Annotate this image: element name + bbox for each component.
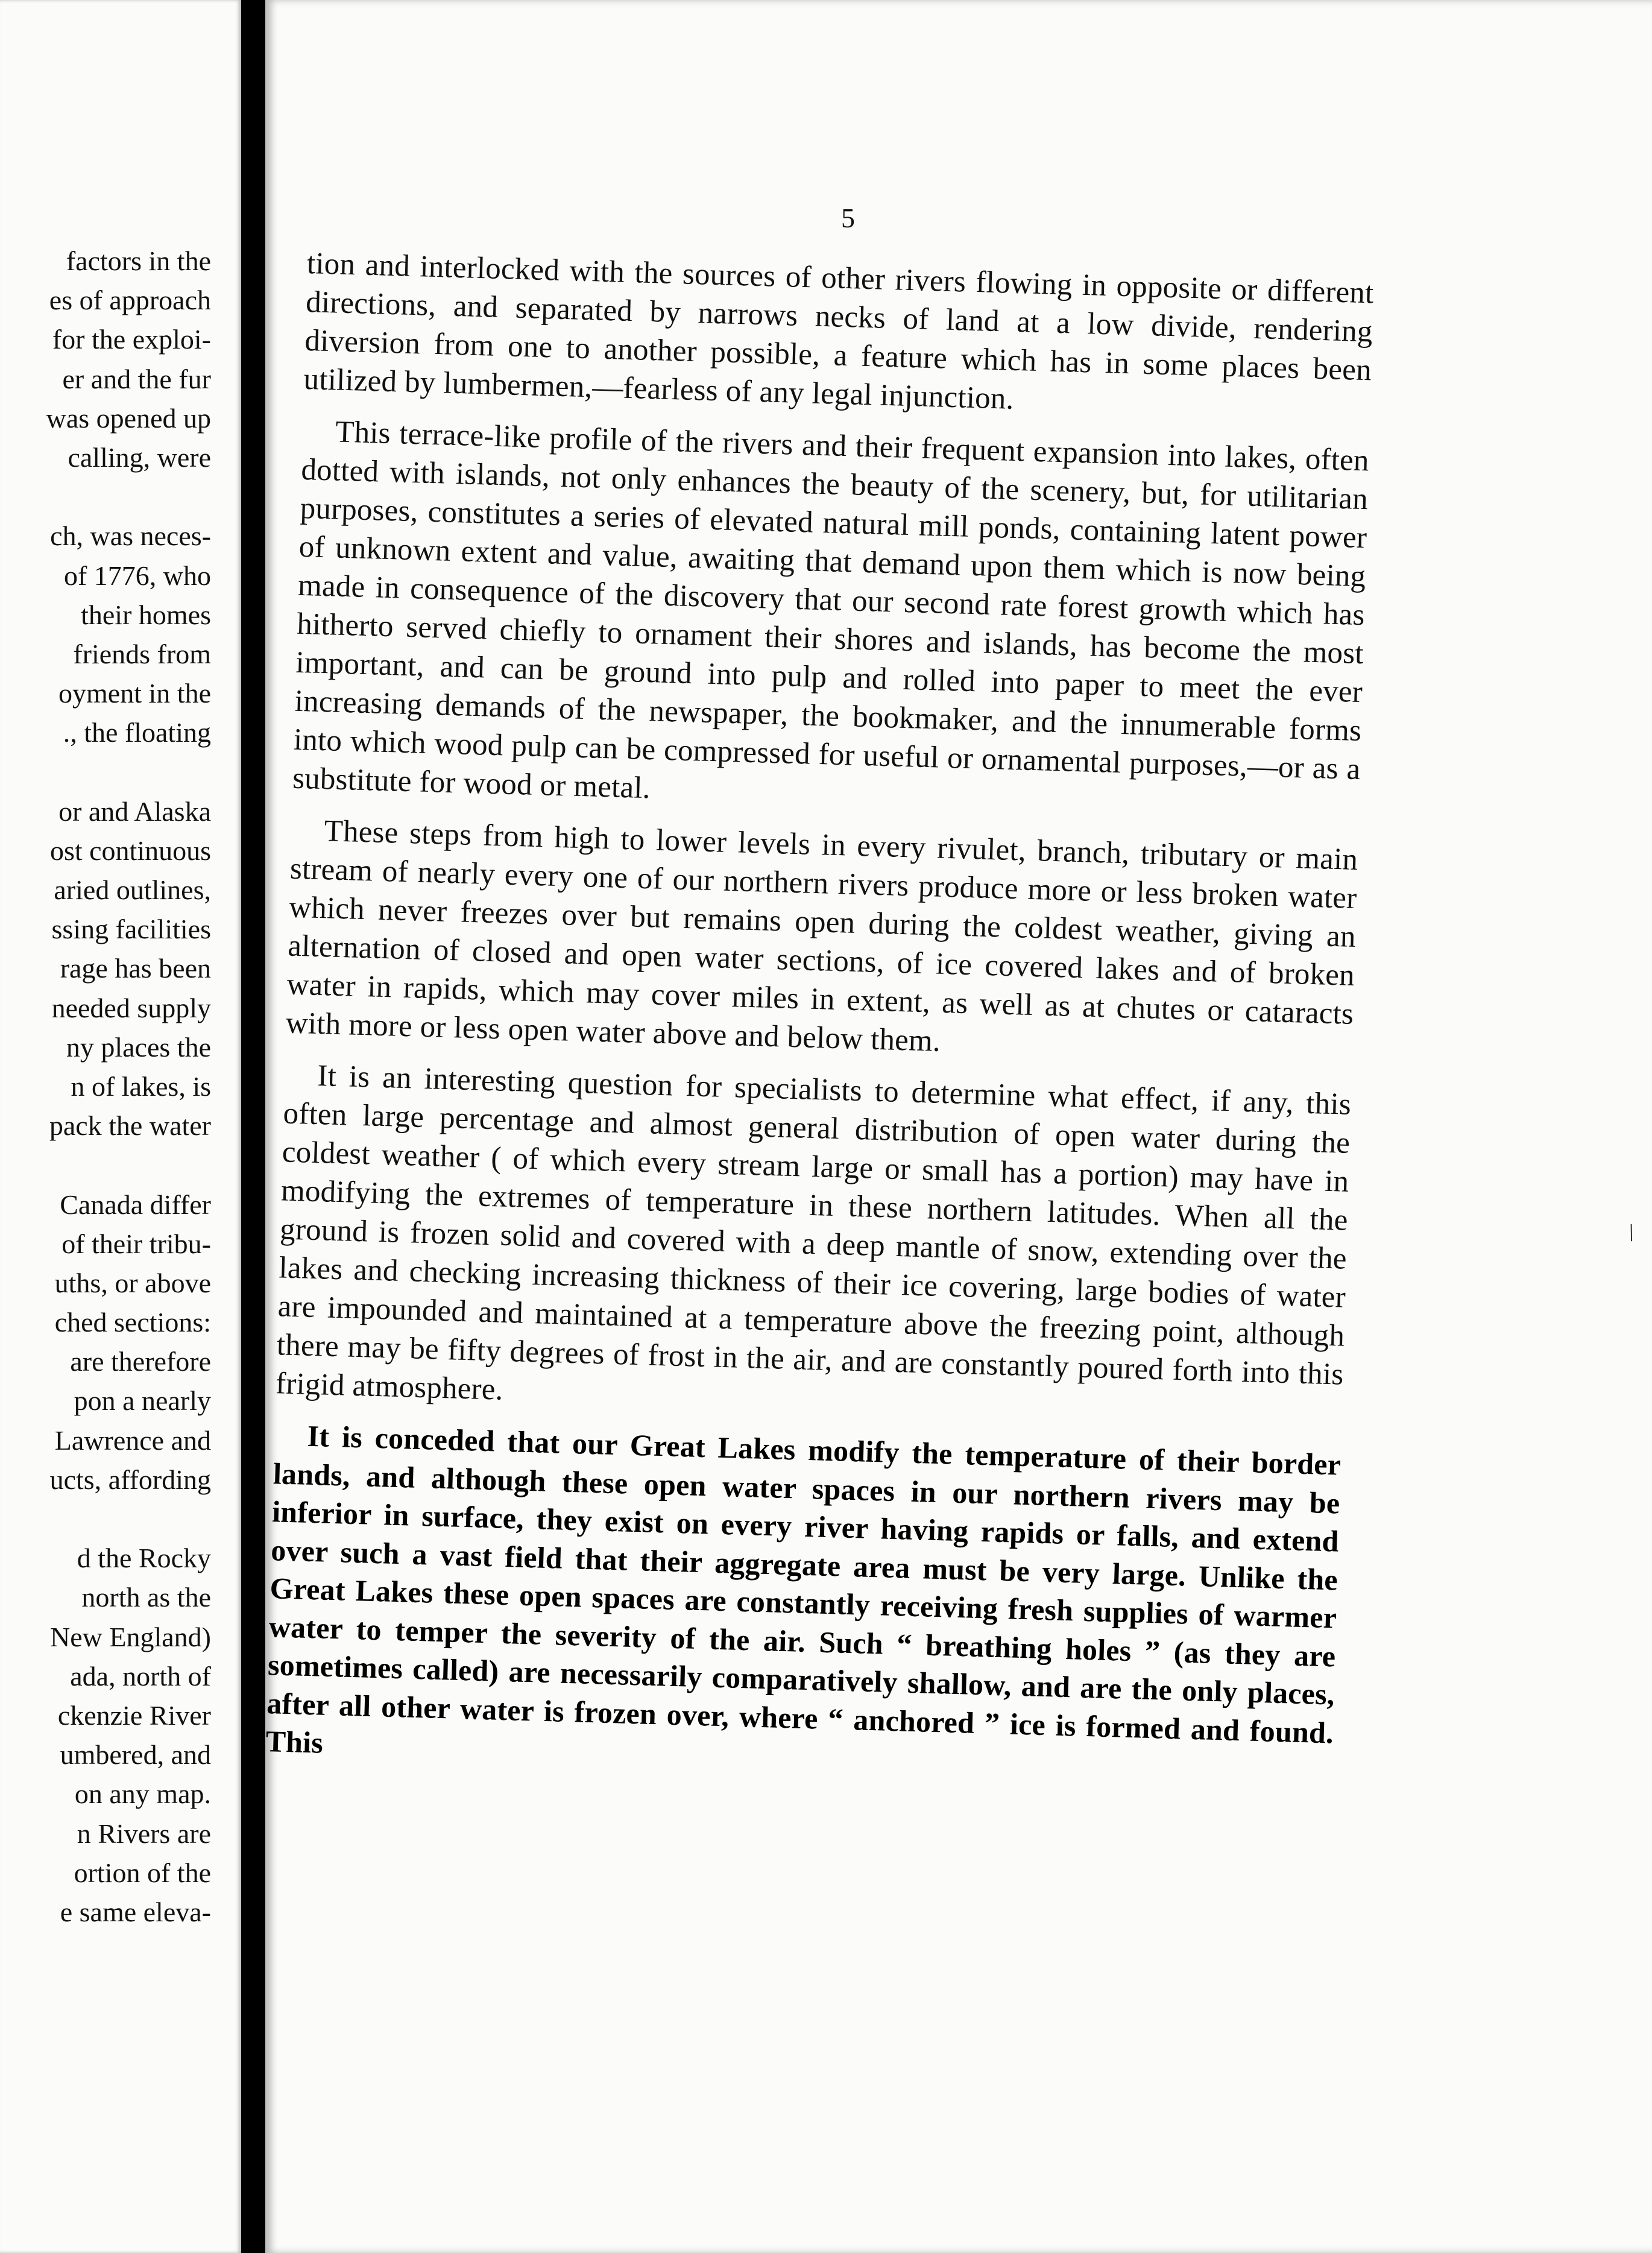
text-line: for the exploi-: [52, 324, 211, 355]
text-line: ost continuous: [49, 835, 211, 866]
paragraph: It is an interesting question for specialists to determine what effect, if any, this often large percentage and almost general distribution of open water during the coldest weather ( of which every stream large or small has a portion) may have in modifying the extremes of temperature in these northern latitudes. When all the ground is frozen solid and covered with a deep mantle of snow, extending over the lakes and checking increasing thickness of their ice covering, large bodies of water are impounded and maintained at a temperature above the freezing point, although there may be fifty degrees of frost in the air, and are constantly poured forth into this frigid atmosphere.: [275, 1059, 1352, 1407]
paragraph: It is conceded that our Great Lakes modify the temperature of their border lands, and although these open water spaces in our northern rivers may be inferior in surface, they exist on every river having rapids or falls, and extend over such a vast field that their aggregate area must be very large. Unlike the Great Lakes these open spaces are constantly receiving fresh supplies of warmer water to temper the severity of the air. Such “ breathing holes ” (as they are sometimes called) are necessarily comparatively shallow, and are the only places, after all other water is frozen over, where “ anchored ” ice is formed and found. This: [265, 1418, 1341, 1760]
paragraph-gap: [46, 477, 211, 516]
text-line: oyment in the: [58, 678, 211, 709]
text-line: ada, north of: [70, 1660, 211, 1692]
text-line: ., the floating: [63, 717, 211, 748]
text-line: or and Alaska: [58, 795, 211, 827]
text-line: umbered, and: [60, 1739, 211, 1771]
text-line: e same eleva-: [60, 1896, 211, 1927]
text-line: needed supply: [51, 992, 211, 1023]
text-line: north as the: [81, 1582, 211, 1613]
body-text: [265, 244, 1374, 1804]
text-line: pon a nearly: [74, 1385, 211, 1417]
text-line: are therefore: [70, 1346, 211, 1377]
page-number: 5: [841, 203, 855, 233]
text-line: ched sections:: [54, 1307, 211, 1338]
left-page: [0, 0, 241, 2253]
text-line: of their tribu-: [61, 1228, 211, 1259]
text-line: New England): [50, 1621, 211, 1652]
text-line: es of approach: [49, 285, 211, 316]
text-line: er and the fur: [62, 363, 211, 394]
text-line: pack the water: [49, 1110, 211, 1142]
text-line: aried outlines,: [54, 874, 211, 905]
text-line: rage has been: [60, 953, 211, 984]
left-page-text-fragments: [46, 241, 211, 1932]
text-line: ckenzie River: [57, 1699, 211, 1731]
margin-mark: /: [1623, 1218, 1639, 1247]
text-line: on any map.: [74, 1778, 211, 1810]
text-line: ssing facilities: [51, 914, 211, 945]
text-line: d the Rocky: [77, 1543, 211, 1574]
text-line: n of lakes, is: [71, 1070, 211, 1102]
text-line: ny places the: [66, 1031, 211, 1063]
text-line: their homes: [81, 599, 211, 630]
text-line: Lawrence and: [54, 1424, 211, 1456]
text-line: Canada differ: [60, 1189, 211, 1220]
text-line: n Rivers are: [77, 1818, 211, 1849]
text-line: calling, were: [68, 441, 211, 473]
text-line: factors in the: [66, 245, 211, 276]
text-line: friends from: [73, 638, 211, 669]
paragraph-gap: [46, 1499, 211, 1538]
paragraph: These steps from high to lower levels in every rivulet, branch, tributary or main stream of nearly every one of our northern rivers produce more or less broken water which never freezes over but remains open during the coldest weather, giving an alternation of closed and open water sections, of ice covered lakes and of broken water in rapids, which may cover miles in extent, as well as at chutes or cataracts with more or less open water above and below them.: [285, 814, 1358, 1058]
text-line: uths, or above: [54, 1267, 211, 1298]
text-line: was opened up: [46, 402, 211, 434]
text-line: ch, was neces-: [50, 520, 211, 552]
paragraph: This terrace-like profile of the rivers and their frequent expansion into lakes, often dotted with islands, not only enhances the beauty of the scenery, but, for utilitarian purposes, constitutes a series of elevated natural mill ponds, containing latent power of unknown extent and value, awaiting that demand upon them which is now being made in consequence of the discovery that our second rate forest growth which has hitherto served chiefly to ornament their shores and islands, has become the most important, and can be ground into pulp and rolled into paper to meet the ever increasing demands of the newspaper, the bookmaker, and the innumerable forms into which wood pulp can be compressed for useful or ornamental purposes,—or as a substitute for wood or metal.: [292, 415, 1370, 806]
paragraph: tion and interlocked with the sources of other rivers flowing in opposite or different directions, and separated by narrows necks of land at a low divide, rendering diversion from one to another possible, a feature which has in some places been utilized by lumbermen,—fearless of any legal injunction.: [303, 246, 1375, 416]
paragraph-gap: [46, 752, 211, 791]
text-line: of 1776, who: [63, 560, 211, 591]
paragraph-gap: [46, 1145, 211, 1184]
text-line: ortion of the: [74, 1857, 211, 1888]
text-line: ucts, affording: [49, 1464, 211, 1495]
